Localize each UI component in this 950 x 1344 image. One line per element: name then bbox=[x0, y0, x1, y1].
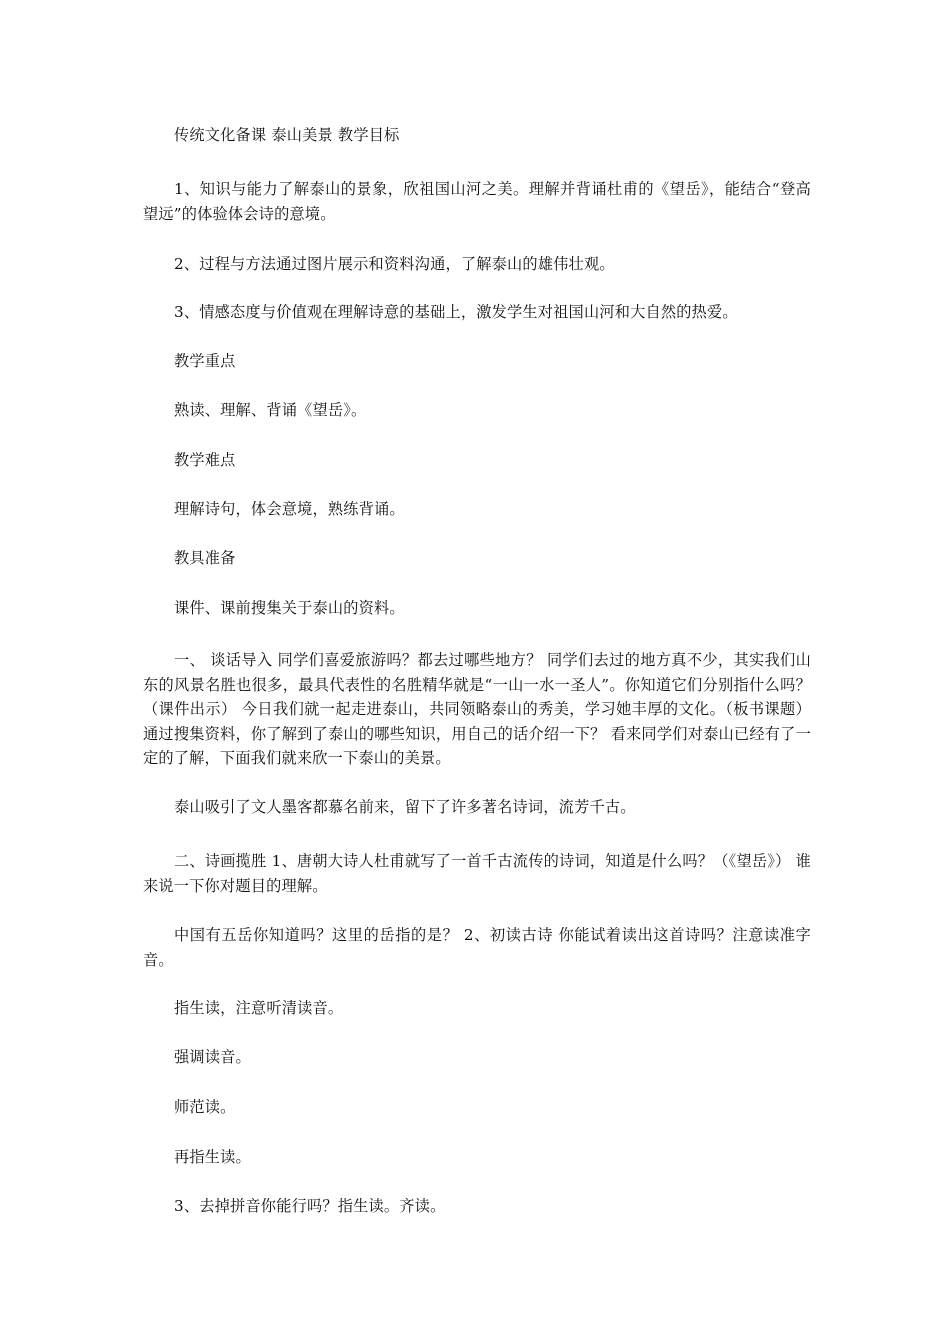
difficulties-paragraph: 理解诗句，体会意境，熟练背诵。 bbox=[174, 500, 405, 518]
key-points-paragraph: 熟读、理解、背诵《望岳》。 bbox=[174, 401, 367, 419]
no-pinyin-paragraph: 3、去掉拼音你能行吗？指生读。齐读。 bbox=[174, 1197, 446, 1215]
goal-process-paragraph: 2、过程与方法通过图片展示和资料沟通，了解泰山的雄伟壮观。 bbox=[174, 255, 615, 273]
student-reading-paragraph: 指生读，注意听清读音。 bbox=[174, 999, 344, 1017]
introduction-paragraph: 一、 谈话导入 同学们喜爱旅游吗？都去过哪些地方？ 同学们去过的地方真不少，其实我们山东的风景名胜也很多，最具代表性的名胜精华就是“一山一水一圣人”。你知道它们分别指什么吗？（课件出示） 今日我们就一起走进泰山，共同领略泰山的秀美，学习她丰厚的文化。（板书课题） 通过搜集资料，你了解到了泰山的哪些知识，用自己的话介绍一下？ 看来同学们对泰山已经有了一定的了解，下面我们就来欣一下泰山的美景。 bbox=[143, 651, 811, 767]
reread-paragraph: 再指生读。 bbox=[174, 1148, 251, 1166]
materials-paragraph: 课件、课前搜集关于泰山的资料。 bbox=[174, 599, 405, 617]
teacher-reading-paragraph: 师范读。 bbox=[174, 1098, 236, 1116]
first-reading-paragraph: 中国有五岳你知道吗？这里的岳指的是？ 2、初读古诗 你能试着读出这首诗吗？注意读准字音。 bbox=[143, 926, 811, 969]
section-heading-key-points: 教学重点 bbox=[174, 352, 236, 370]
goal-knowledge-paragraph: 1、知识与能力了解泰山的景象，欣祖国山河之美。理解并背诵杜甫的《望岳》，能结合“登高望远”的体验体会诗的意境。 bbox=[143, 180, 811, 223]
section-heading-difficulties: 教学难点 bbox=[174, 451, 236, 469]
poem-appreciation-paragraph: 二、诗画揽胜 1、唐朝大诗人杜甫就写了一首千古流传的诗词，知道是什么吗？（《望岳》） 谁来说一下你对题目的理解。 bbox=[143, 852, 811, 895]
document-title: 传统文化备课 泰山美景 教学目标 bbox=[174, 126, 400, 144]
section-heading-materials: 教具准备 bbox=[174, 549, 236, 567]
taishan-poets-paragraph: 泰山吸引了文人墨客都慕名前来，留下了许多著名诗词，流芳千古。 bbox=[174, 798, 636, 816]
pronunciation-paragraph: 强调读音。 bbox=[174, 1048, 251, 1066]
goal-attitude-paragraph: 3、情感态度与价值观在理解诗意的基础上，激发学生对祖国山河和大自然的热爱。 bbox=[174, 303, 738, 321]
